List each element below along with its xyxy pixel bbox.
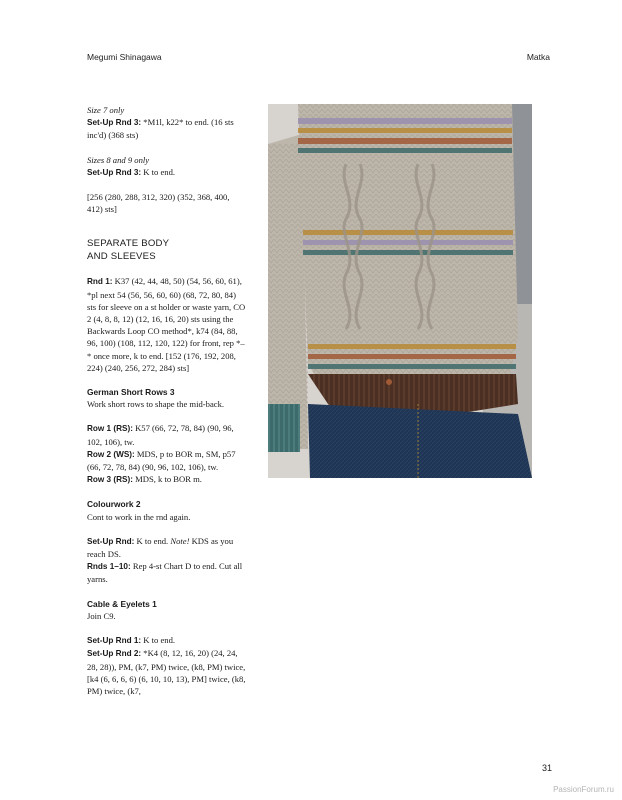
stitch-count: [256 (280, 288, 312, 320) (352, 368, 400, 412) sts] — [87, 192, 230, 215]
section-title-line2: AND SLEEVES — [87, 251, 156, 263]
cw2-rnds: Rnds 1–10: Rep 4-st Chart D to end. Cut all yarns. — [87, 561, 243, 585]
row3-instruction: Row 3 (RS): MDS, k to BOR m. — [87, 474, 202, 485]
page-number: 31 — [541, 763, 552, 773]
watermark: PassionForum.ru — [553, 785, 614, 794]
instructions-column — [87, 104, 247, 697]
header-author: Megumi Shinagawa — [87, 52, 162, 62]
row2-instruction: Row 2 (WS): MDS, p to BOR m, SM, p57 (66, 72, 78, 84) (90, 96, 102, 106), tw. — [87, 448, 236, 473]
ce-text: Join C9. — [87, 610, 116, 621]
cw2-setup-rnd: Set-Up Rnd: K to end. Note! KDS as you reach DS. — [87, 535, 234, 560]
header-pattern-name: Matka — [526, 52, 550, 62]
section-title-line1: SEPARATE BODY — [87, 238, 170, 250]
size7-heading: Size 7 only — [87, 105, 125, 115]
gsr-text: Work short rows to shape the mid-back. — [87, 399, 225, 410]
cw2-title: Colourwork 2 — [87, 499, 141, 510]
sweater-photo — [268, 104, 532, 478]
gsr-title: German Short Rows 3 — [87, 387, 175, 398]
size89-setup-rnd3: Set-Up Rnd 3: K to end. — [87, 166, 176, 177]
size7-setup-rnd3: Set-Up Rnd 3: *M1l, k22* to end. (16 sts inc'd) (368 sts) — [87, 117, 234, 141]
size89-heading: Sizes 8 and 9 only — [87, 154, 150, 165]
rnd1-instruction: Rnd 1: K37 (42, 44, 48, 50) (54, 56, 60, 61), *pl next 54 (56, 56, 60, 60) (68, 72, 80, 84) sts for sleeve on a st holder or waste yarn, CO 2 (4, 8, 8, 12) (12, 16, 16, 20) sts using the Backwards Loop CO method*, k74 (84, 88, 96, 100) (108, 112, 120, 122) for front, rep *–* once more, k to end. [152 (176, 192, 208, 224) (240, 256, 272, 284) sts] — [87, 276, 246, 373]
ce-setup-rnd1: Set-Up Rnd 1: K to end. — [87, 635, 176, 646]
row1-instruction: Row 1 (RS): K57 (66, 72, 78, 84) (90, 96, 102, 106), tw. — [87, 423, 234, 447]
ce-setup-rnd2: Set-Up Rnd 2: *K4 (8, 12, 16, 20) (24, 24, 28, 28)), PM, (k7, PM) twice, (k8, PM) twice, [k4 (6, 6, 6, 6) (6, 10, 10, 13), PM] twice, (k8, PM) twice, (k7, — [87, 648, 246, 696]
cw2-text: Cont to work in the rnd again. — [87, 511, 191, 522]
ce-title: Cable & Eyelets 1 — [87, 598, 157, 609]
